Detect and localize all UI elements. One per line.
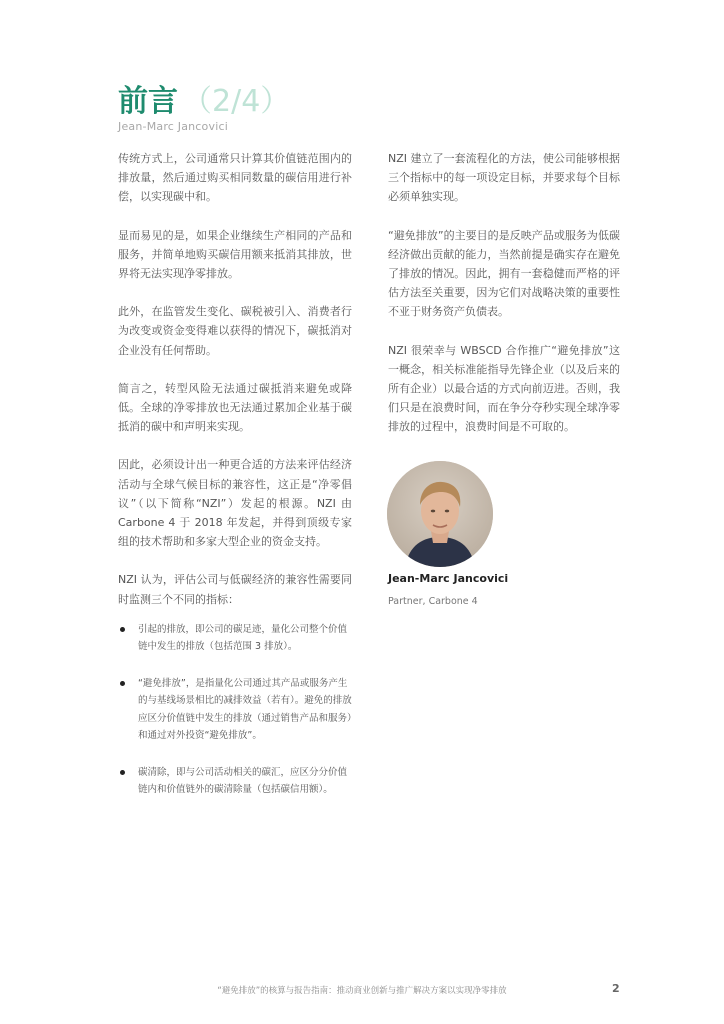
bullet-icon <box>120 681 125 686</box>
list-item <box>118 675 352 745</box>
paragraph: “避免排放”的主要目的是反映产品或服务为低碳经济做出贡献的能力，当然前提是确实存在避免了排放的情况。因此，拥有一套稳健而严格的评估方法至关重要，因为它们对战略决策的重要性不亚于财务资产负债表。 <box>388 228 620 319</box>
paragraph: 传统方式上，公司通常只计算其价值链范围内的排放量，然后通过购买相同数量的碳信用进行补偿，以实现碳中和。 <box>118 152 352 204</box>
page-title <box>118 84 290 120</box>
list-item <box>118 621 352 656</box>
title-part: （2/4） <box>182 84 291 119</box>
list-item-text: 碳清除，即与公司活动相关的碳汇，应区分分价值链内和价值链外的碳清除量（包括碳信用额）。 <box>138 766 348 796</box>
paragraph: NZI 建立了一套流程化的方法，使公司能够根据三个指标中的每一项设定目标，并要求每个目标必须单独实现。 <box>388 152 620 204</box>
paragraph: NZI 认为，评估公司与低碳经济的兼容性需要同时监测三个不同的指标： <box>118 573 352 606</box>
bullet-icon <box>120 770 125 775</box>
bullet-icon <box>120 627 125 632</box>
paragraph: 简言之，转型风险无法通过碳抵消来避免或降低。全球的净零排放也无法通过累加企业基于碳抵消的碳中和声明来实现。 <box>118 381 352 434</box>
person-role: Partner, Carbone 4 <box>388 596 478 607</box>
paragraph: 因此，必须设计出一种更合适的方法来评估经济活动与全球气候目标的兼容性，这正是“净零倡议”（以下简称“NZI”）发起的根源。NZI 由 Carbone 4 于 2018 年发起，并得到顶级专家组的技术帮助和多家大型企业的资金支持。 <box>118 458 352 549</box>
list-item-text: “避免排放”，是指量化公司通过其产品或服务产生的与基线场景相比的减排效益（若有）。避免的排放应区分价值链中发生的排放（通过销售产品和服务）和通过对外投资“避免排放”。 <box>138 677 352 742</box>
right-column <box>388 149 620 456</box>
person-name: Jean-Marc Jancovici <box>388 572 509 585</box>
indicator-list <box>118 621 352 799</box>
paragraph: 此外，在监管发生变化、碳税被引入、消费者行为改变或资金变得难以获得的情况下，碳抵消对企业没有任何帮助。 <box>118 305 352 357</box>
portrait-icon <box>387 461 493 567</box>
left-column <box>118 149 352 818</box>
title-main: 前言 <box>118 84 178 119</box>
title-author: Jean-Marc Jancovici <box>118 120 228 133</box>
list-item-text: 引起的排放，即公司的碳足迹，量化公司整个价值链中发生的排放（包括范围 3 排放）。 <box>138 623 348 653</box>
portrait-photo <box>387 461 493 567</box>
paragraph: 显而易见的是，如果企业继续生产相同的产品和服务，并简单地购买碳信用额来抵消其排放，世界将无法实现净零排放。 <box>118 228 352 281</box>
list-item <box>118 764 352 799</box>
page-number: 2 <box>612 982 620 995</box>
paragraph: NZI 很荣幸与 WBSCD 合作推广“避免排放”这一概念，相关标准能指导先锋企业（以及后来的所有企业）以最合适的方式向前迈进。否则，我们只是在浪费时间，而在争分夺秒实现全球净零排放的过程中，浪费时间是不可取的。 <box>388 343 620 434</box>
footer-text: “避免排放”的核算与报告指南：推动商业创新与推广解决方案以实现净零排放 <box>217 986 507 996</box>
